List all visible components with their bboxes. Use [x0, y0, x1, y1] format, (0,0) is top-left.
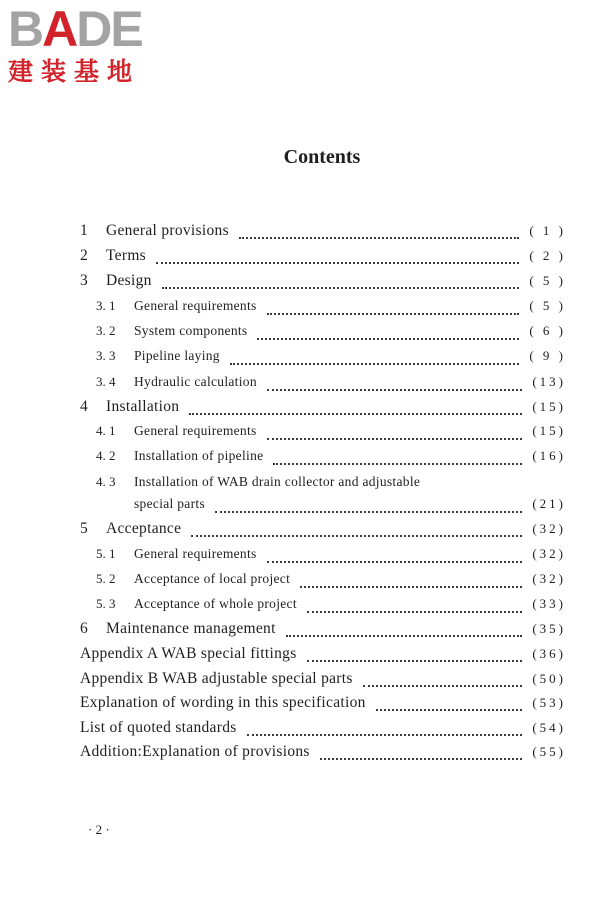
- toc-leader-dots: [267, 437, 523, 440]
- toc-entry[interactable]: [80, 620, 566, 644]
- toc-entry-label: General requirements: [134, 423, 257, 438]
- toc-entry-label: General requirements: [134, 298, 257, 313]
- toc-entry-page: (50): [532, 671, 566, 686]
- toc-entry-page: (53): [532, 695, 566, 710]
- toc-entry-label: Acceptance of whole project: [134, 596, 297, 611]
- toc-entry[interactable]: [96, 448, 566, 472]
- toc-entry-number: 1: [80, 222, 88, 239]
- toc-leader-dots: [162, 286, 520, 289]
- toc-entry[interactable]: [80, 719, 566, 743]
- toc-entry[interactable]: [96, 496, 566, 520]
- toc-entry-page: ( 1 ): [529, 223, 566, 238]
- toc-entry-page: (36): [532, 646, 566, 661]
- toc-leader-dots: [267, 560, 523, 563]
- toc-entry-label: General requirements: [134, 546, 257, 561]
- toc-leader-dots: [156, 261, 519, 264]
- toc-entry-label: Maintenance management: [106, 620, 276, 637]
- toc-leader-dots: [191, 534, 522, 537]
- toc-entry-label: Addition:Explanation of provisions: [80, 743, 310, 760]
- toc-entry[interactable]: [80, 694, 566, 718]
- toc-leader-dots: [273, 462, 522, 465]
- toc-entry-label: Pipeline laying: [134, 348, 220, 363]
- toc-leader-dots: [257, 337, 519, 340]
- page-title: Contents: [283, 146, 361, 168]
- toc-entry-page: ( 5 ): [529, 298, 566, 313]
- toc-leader-dots: [267, 388, 522, 391]
- toc-entry-number: 5. 2: [96, 571, 116, 586]
- toc-entry-number: 5. 1: [96, 546, 116, 561]
- toc-entry-page: (32): [532, 571, 566, 586]
- toc-leader-dots: [300, 585, 522, 588]
- toc-entry-label: Acceptance of local project: [134, 571, 291, 586]
- toc-entry[interactable]: [80, 272, 566, 296]
- logo-subtitle: 建装基地: [8, 57, 141, 86]
- toc-entry-label: Acceptance: [106, 520, 182, 537]
- toc-entry[interactable]: [96, 596, 566, 620]
- toc-entry-number: 5. 3: [96, 596, 116, 611]
- toc-entry[interactable]: [96, 348, 566, 372]
- toc-entry-page: (15): [532, 423, 566, 438]
- page-number: · 2 ·: [88, 822, 110, 837]
- toc-entry-page: (55): [532, 744, 566, 759]
- toc-entry-page: (54): [532, 720, 566, 735]
- toc-entry-number: 4. 2: [96, 448, 116, 463]
- toc-entry[interactable]: [96, 571, 566, 595]
- toc-entry-label: Installation of WAB drain collector and adjustable: [134, 474, 421, 489]
- toc-entry[interactable]: [96, 423, 566, 447]
- toc-entry-number: 3: [80, 272, 88, 289]
- toc-leader-dots: [230, 362, 519, 365]
- toc-leader-dots: [189, 412, 522, 415]
- toc-entry-page: (21): [532, 496, 566, 511]
- toc-entry-number: 2: [80, 247, 88, 264]
- toc-entry-label: System components: [134, 323, 248, 338]
- toc-entry-page: (32): [532, 546, 566, 561]
- toc-leader-dots: [215, 510, 522, 513]
- toc-entry-label: Terms: [106, 247, 147, 264]
- toc-entry-label: Explanation of wording in this specification: [80, 694, 366, 711]
- toc-entry-number: 4: [80, 398, 88, 415]
- toc-entry-label: List of quoted standards: [80, 719, 237, 736]
- toc-entry[interactable]: [96, 374, 566, 398]
- toc-entry-page: (15): [532, 399, 566, 414]
- toc-entry-page: (35): [532, 621, 566, 636]
- toc-entry-page: (16): [532, 448, 566, 463]
- toc-entry-label: Installation: [106, 398, 180, 415]
- toc-entry[interactable]: [80, 520, 566, 544]
- toc-leader-dots: [307, 659, 523, 662]
- toc-entry-page: ( 6 ): [529, 323, 566, 338]
- toc-entry-page: (33): [532, 596, 566, 611]
- toc-entry[interactable]: [80, 743, 566, 767]
- toc-entry[interactable]: [96, 298, 566, 322]
- toc-entry-label: special parts: [134, 496, 205, 511]
- toc-entry-number: 3. 4: [96, 374, 116, 389]
- toc-entry-number: 3. 2: [96, 323, 116, 338]
- toc-entry-number: 6: [80, 620, 88, 637]
- toc-entry-number: 3. 3: [96, 348, 116, 363]
- toc-entry-label: Design: [106, 272, 152, 289]
- toc-entry-page: ( 5 ): [529, 273, 566, 288]
- toc-leader-dots: [320, 757, 523, 760]
- toc-entry-number: 3. 1: [96, 298, 116, 313]
- toc-leader-dots: [239, 236, 519, 239]
- toc-entry-number: 5: [80, 520, 88, 537]
- toc-leader-dots: [247, 733, 523, 736]
- toc-leader-dots: [307, 610, 522, 613]
- toc-entry-label: Hydraulic calculation: [134, 374, 257, 389]
- toc-entry-page: (13): [532, 374, 566, 389]
- toc-entry-number: 4. 3: [96, 474, 116, 489]
- toc-entry-number: 4. 1: [96, 423, 116, 438]
- toc-leader-dots: [363, 684, 523, 687]
- toc-entry-page: ( 2 ): [529, 248, 566, 263]
- toc-entry-label: General provisions: [106, 222, 229, 239]
- logo-wordmark: BADE: [8, 1, 142, 57]
- toc-entry-label: Appendix A WAB special fittings: [80, 645, 297, 662]
- toc-entry[interactable]: [80, 247, 566, 271]
- toc-entry[interactable]: [80, 398, 566, 422]
- toc-leader-dots: [286, 634, 523, 637]
- toc-entry-label: Appendix B WAB adjustable special parts: [80, 670, 353, 687]
- toc-entry[interactable]: [96, 546, 566, 570]
- toc-entry[interactable]: [96, 474, 566, 498]
- toc-entry[interactable]: [80, 222, 566, 246]
- toc-leader-dots: [267, 312, 520, 315]
- toc-entry[interactable]: [80, 670, 566, 694]
- toc-entry[interactable]: [96, 323, 566, 347]
- toc-leader-dots: [376, 708, 523, 711]
- toc-entry-label: Installation of pipeline: [134, 448, 264, 463]
- toc-entry-page: (32): [532, 521, 566, 536]
- toc-entry-page: ( 9 ): [529, 348, 566, 363]
- toc-entry[interactable]: [80, 645, 566, 669]
